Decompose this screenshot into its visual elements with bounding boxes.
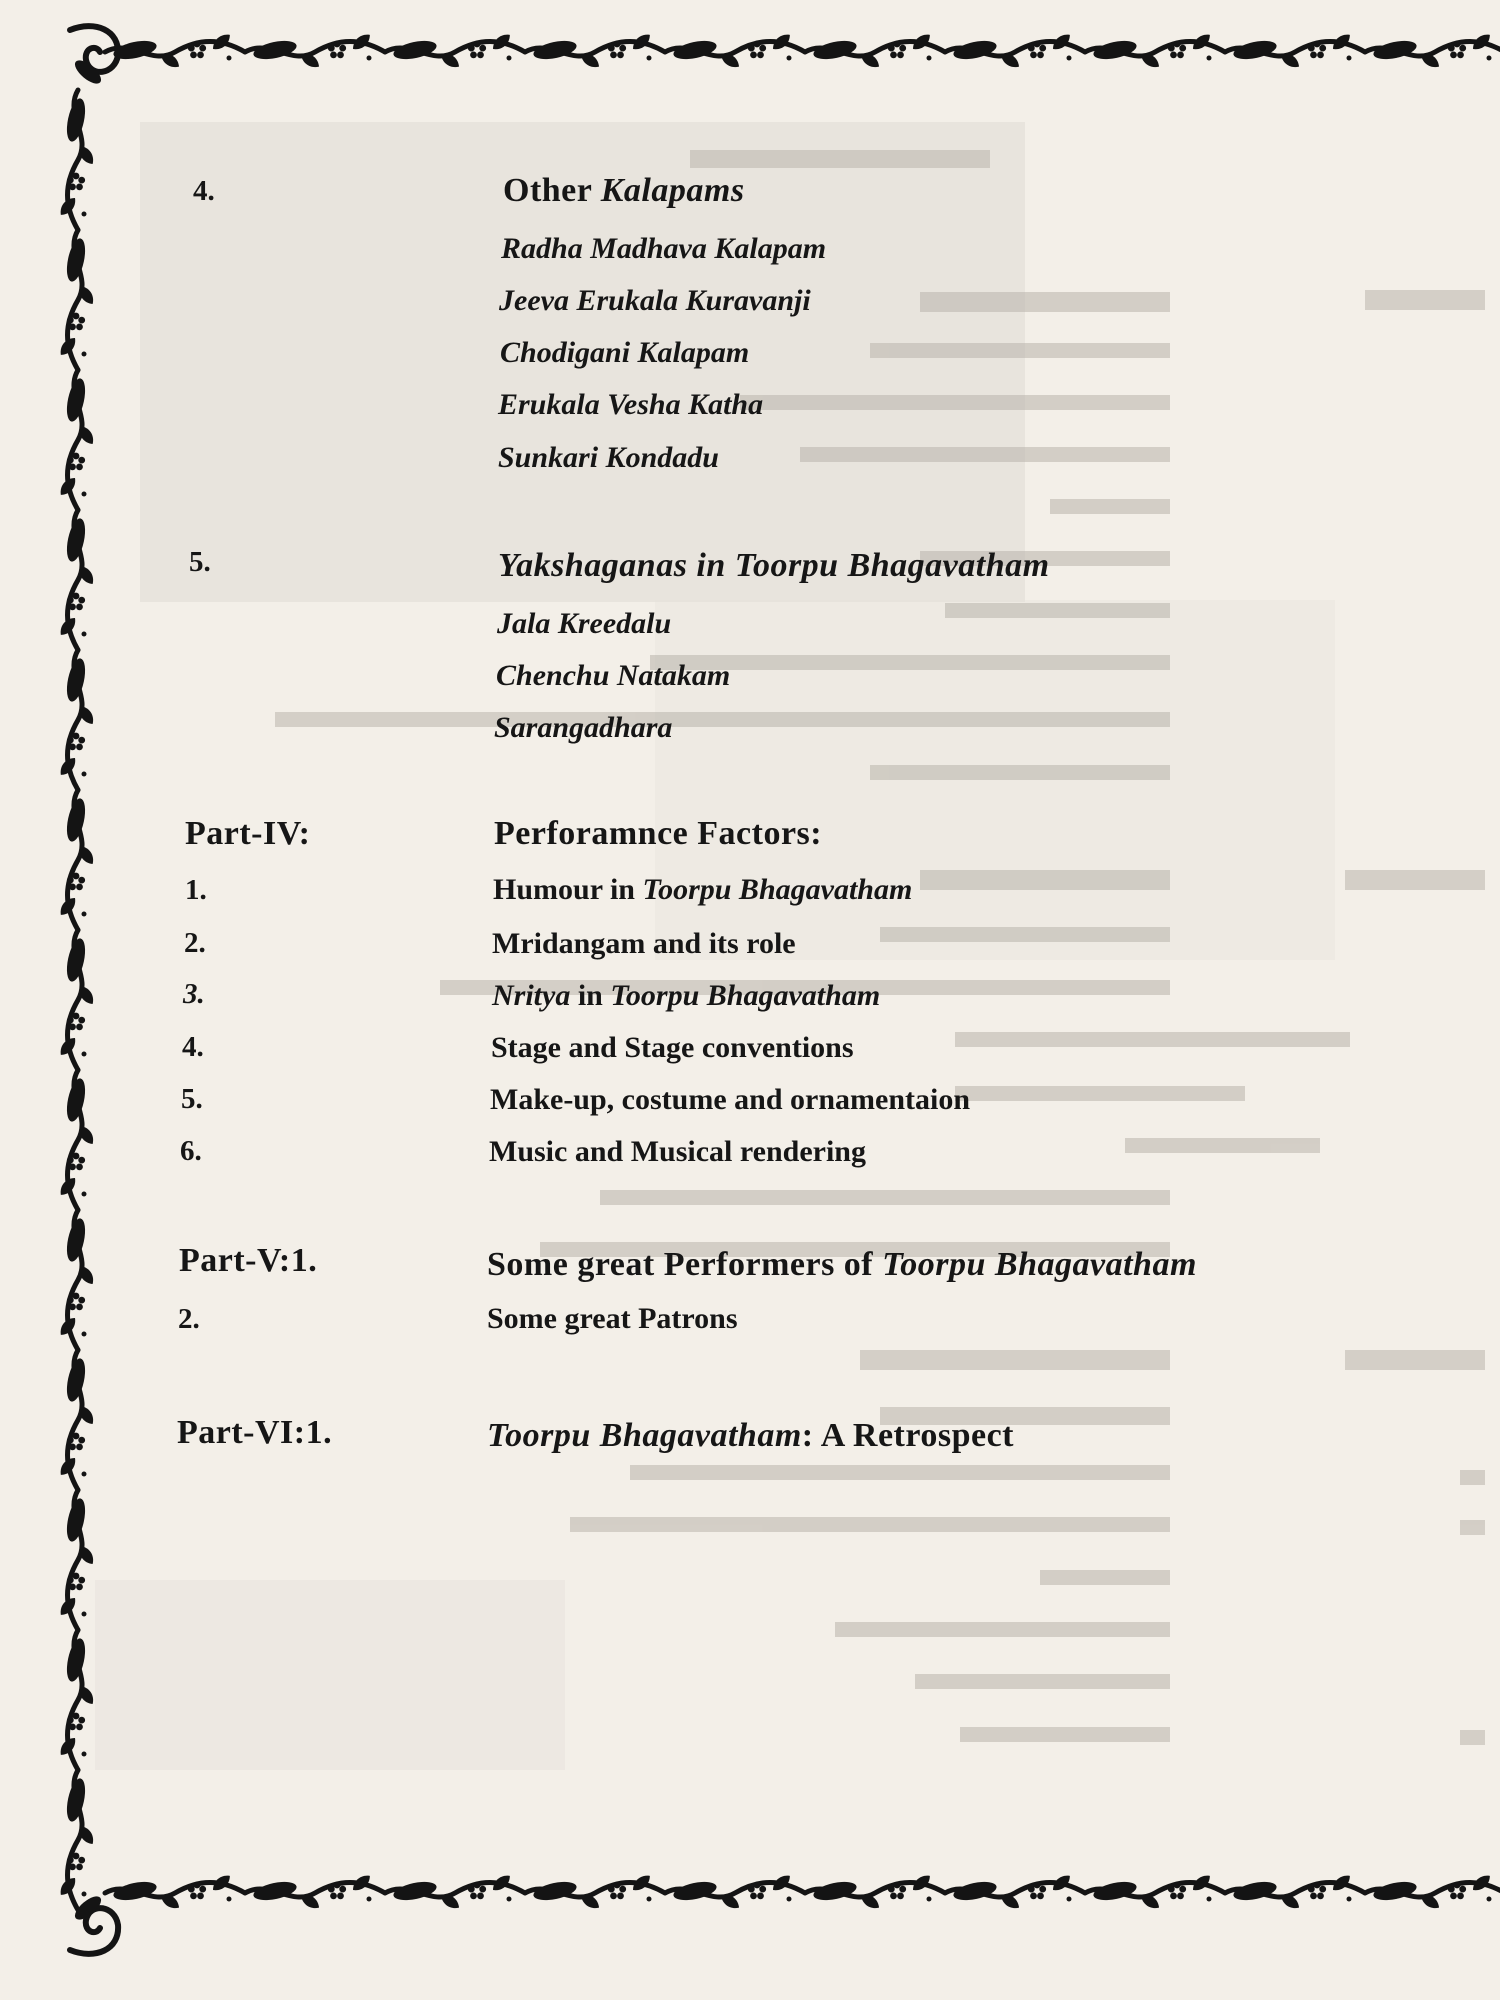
- heading-italic-text: Toorpu Bhagavatham: [487, 1417, 802, 1454]
- part-label: Part-VI:1.: [177, 1414, 333, 1451]
- toc-entry: Some great Patrons: [487, 1302, 738, 1335]
- entry-italic-text: Nritya: [492, 979, 571, 1012]
- heading-italic-text: Toorpu Bhagavatham: [734, 547, 1050, 584]
- toc-entry: Stage and Stage conventions: [491, 1031, 854, 1064]
- toc-entry: Erukala Vesha Katha: [498, 388, 764, 421]
- toc-entry: Jala Kreedalu: [497, 607, 672, 640]
- entry-number: 1.: [185, 874, 207, 906]
- part-heading: [487, 1245, 1197, 1285]
- section-number: 5.: [189, 546, 211, 578]
- entry-number: 6.: [180, 1135, 202, 1167]
- entry-italic-text: Toorpu Bhagavatham: [642, 873, 913, 906]
- toc-entry: [492, 979, 880, 1013]
- toc-entry: Jeeva Erukala Kuravanji: [499, 284, 811, 317]
- entry-number: 3.: [183, 978, 205, 1010]
- section-heading: [498, 546, 1050, 586]
- toc-entry: Chodigani Kalapam: [500, 336, 750, 369]
- toc-entry: Chenchu Natakam: [496, 659, 731, 692]
- toc-entry: Radha Madhava Kalapam: [501, 232, 827, 265]
- part-label: Part-V:1.: [179, 1242, 318, 1279]
- entry-text: in: [570, 979, 611, 1012]
- heading-italic-text: Yakshaganas in: [498, 547, 735, 584]
- part-heading: Perforamnce Factors:: [494, 815, 823, 852]
- entry-number: 2.: [184, 927, 206, 959]
- toc-entry: Music and Musical rendering: [489, 1135, 866, 1168]
- toc-entry: [493, 873, 912, 907]
- heading-italic-text: Kalapams: [600, 172, 745, 209]
- section-heading: [503, 171, 745, 211]
- entry-text: Humour in: [493, 873, 643, 906]
- toc-entry: Make-up, costume and ornamentaion: [490, 1083, 971, 1116]
- entry-italic-text: Toorpu Bhagavatham: [610, 979, 881, 1012]
- entry-number: 2.: [178, 1303, 200, 1335]
- heading-text: Other: [503, 172, 601, 209]
- entry-number: 4.: [182, 1031, 204, 1063]
- heading-text: : A Retrospect: [801, 1417, 1014, 1454]
- section-number: 4.: [193, 175, 215, 207]
- part-label: Part-IV:: [185, 815, 311, 852]
- entry-number: 5.: [181, 1083, 203, 1115]
- toc-entry: Sarangadhara: [494, 711, 673, 744]
- heading-italic-text: Toorpu Bhagavatham: [882, 1246, 1197, 1283]
- heading-text: Some great Performers of: [487, 1246, 883, 1283]
- part-heading: [487, 1416, 1014, 1456]
- toc-entry: Mridangam and its role: [492, 927, 796, 960]
- toc-entry: Sunkari Kondadu: [498, 441, 719, 474]
